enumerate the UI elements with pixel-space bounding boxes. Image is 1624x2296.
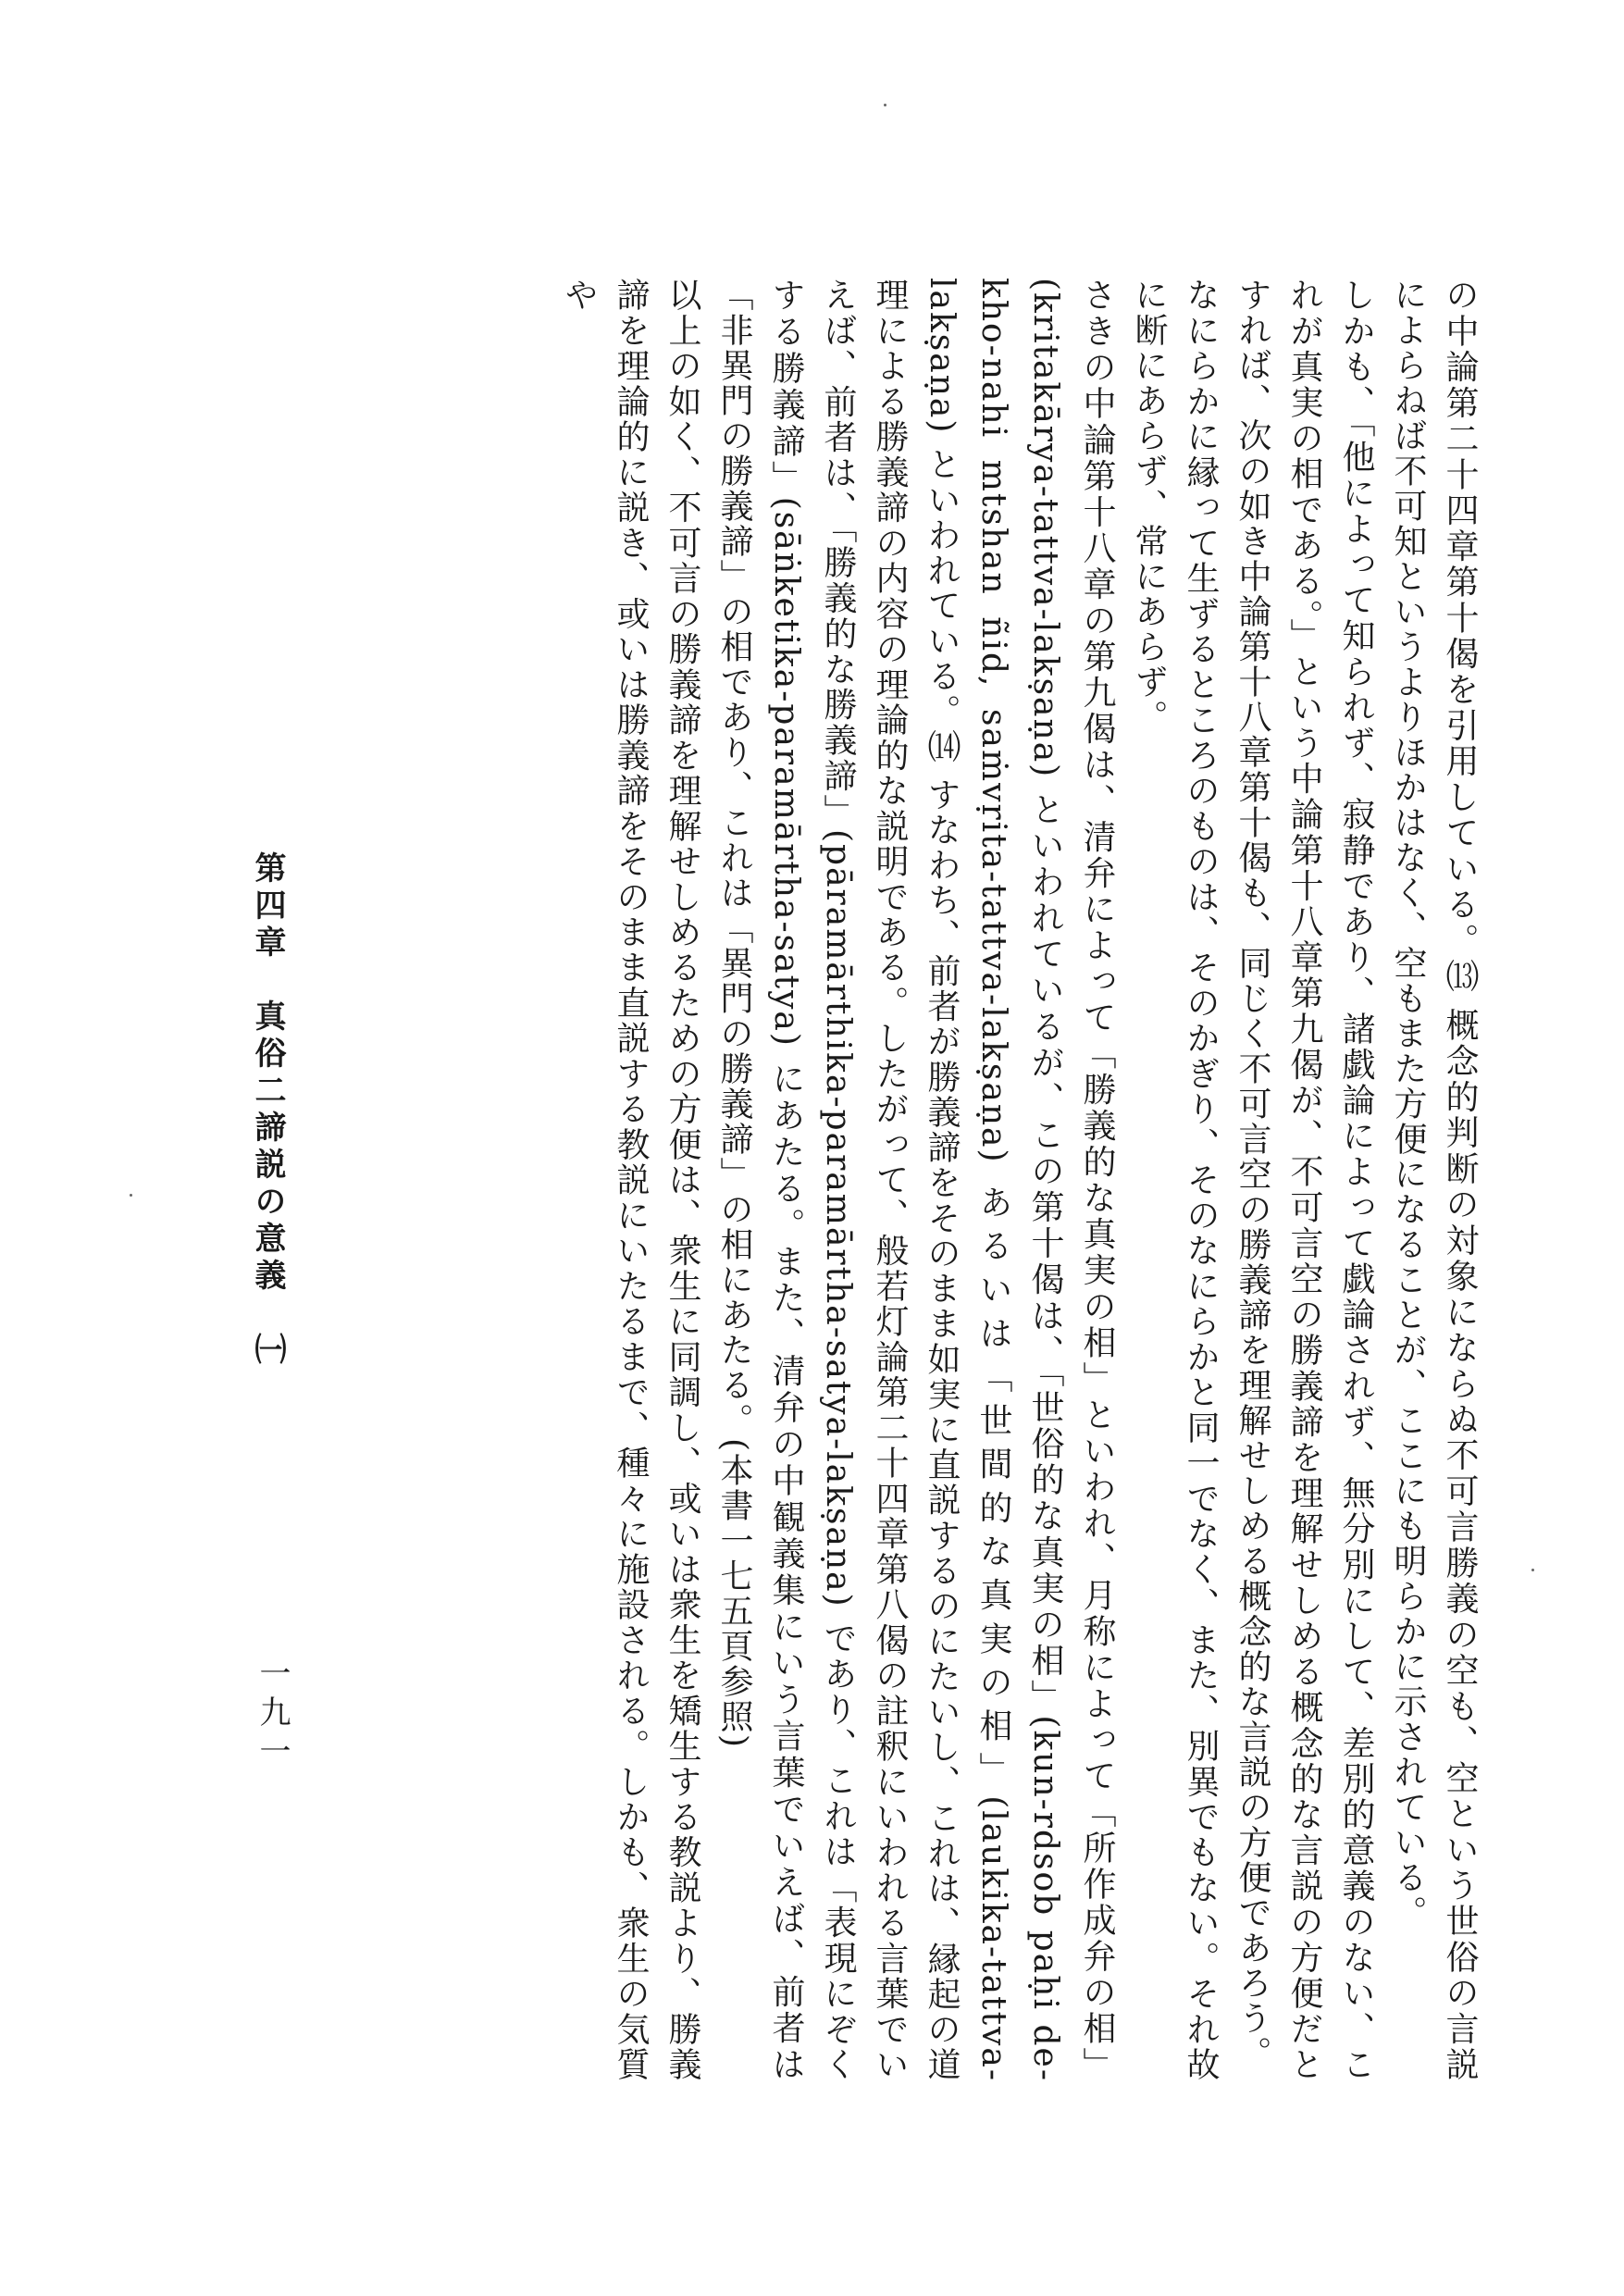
scan-speck [884,104,886,106]
scan-speck [130,1194,132,1197]
paragraph-1: の中論第二十四章第十偈を引用している。⒀ 概念的判断の対象にならぬ不可言勝義の空も、空という世俗の言説によらねば不可知というよりほかはなく、空もまた方便になることが、ここにも明らかに示されている。 [1389,278,1479,2082]
page-number: 一九一 [254,1657,291,1773]
scan-speck [1531,1569,1534,1571]
paragraph-4: さきの中論第十八章の第九偈は、清弁によって「勝義的な真実の相」といわれ、月称によって「所作成弁の相」(kritakārya-tattva-lakṣaṇa) といわれているが、この第十偈は、「世俗的な真実の相」(kun-rdsob paḥi de-kho-nahi mtshan ñid, saṁvṛita-tattva-lakṣaṇa) あるいは「世間的な真実の相」(laukika-tattva-lakṣaṇa) といわれている。⒁ すなわち、前者が勝義諦をそのまま如実に直説するのにたいし、これは、縁起の道理による勝義諦の内容の理論的な説明である。したがって、般若灯論第二十四章第八偈の註釈にいわれる言葉でいえば、前者は、「勝義的な勝義諦」(pāramārthika-paramārtha-satya-lakṣaṇa) であり、これは「表現にぞくする勝義諦」(sāṅketika-paramārtha-satya) にあたる。また、清弁の中観義集にいう言葉でいえば、前者は「非異門の勝義諦」の相であり、これは「異門の勝義諦」の相にあたる。(本書一七五頁参照) [715,278,1116,2082]
paragraph-5: 以上の如く、不可言の勝義諦を理解せしめるための方便は、衆生に同調し、或いは衆生を矯生する教説より、勝義諦を理論的に説き、或いは勝義諦をそのまま直説する教説にいたるまで、種々に施設される。しかも、衆生の気質や [560,278,701,2082]
running-head: 第四章 真俗二諦説の意義 ㈠ [249,851,286,1370]
body-text [97,278,1485,2082]
paragraph-3-verse: なにらかに縁って生ずるところのものは、そのかぎり、そのなにらかと同一でなく、また、別異でもない。それ故に断にあらず、常にあらず。 [1130,278,1220,2082]
paragraph-2: しかも、「他によって知られず、寂静であり、諸戯論によって戯論されず、無分別にして、差別的意義のない、これが真実の相である。」という中論第十八章第九偈が、不可言空の勝義諦を理解せしめる概念的な言説の方便だとすれば、次の如き中論第十八章第十偈も、同じく不可言空の勝義諦を理解せしめる概念的な言説の方便であろう。 [1233,278,1375,2082]
